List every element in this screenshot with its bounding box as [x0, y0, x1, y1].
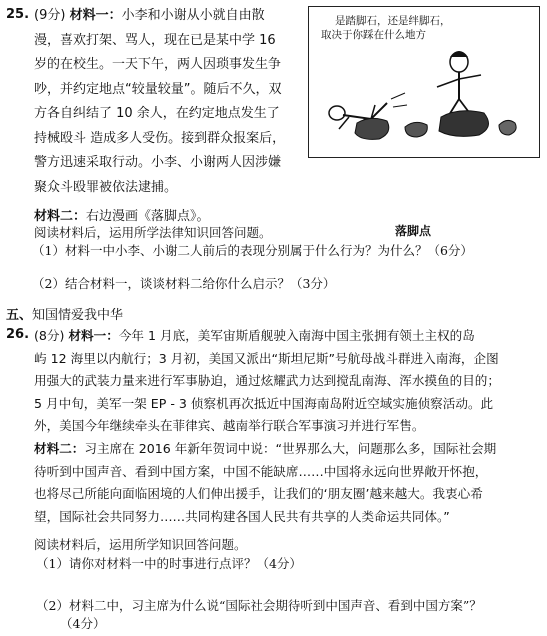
text-segment: 小李和小谢从小就自由散: [121, 8, 265, 23]
q26-question-2-line-1: （2）材料二中，习主席为什么说“国际社会期待听到中国声音、看到中国方案”？: [36, 598, 482, 613]
q26-question-2-line-2: （4分）: [60, 616, 106, 631]
cartoon-panel: [308, 6, 540, 158]
cartoon-caption-line-2: 取决于你踩在什么地方: [321, 29, 426, 41]
material2-label: 材料二：: [34, 209, 87, 224]
cartoon-illustration: [309, 7, 539, 157]
q26-material-line: [34, 440, 496, 458]
text-segment: 待听到中国声音、看到中国方案，中国不能缺席……中国将永远向世界敞开怀抱，: [34, 463, 488, 479]
q25-material1-line: [34, 105, 280, 123]
fallen-figure-body: [343, 103, 387, 119]
q26-materials: [34, 327, 544, 527]
q26-instruction: 阅读材料后，运用所学知识回答问题。: [34, 537, 247, 552]
q25-material1-line: [34, 130, 285, 148]
q26-material-line: [34, 417, 424, 435]
cartoon-title: 落脚点: [395, 224, 432, 238]
text-segment: 聚众斗殴罪被依法逮捕。: [34, 179, 178, 195]
q25-question-1: （1）材料一中小李、小谢二人前后的表现分别属于什么行为？为什么？（6分）: [32, 243, 473, 258]
q25-number: 25.: [6, 7, 30, 22]
q26-material-line: [34, 508, 450, 526]
q26-material-line: [34, 327, 475, 345]
q26-number: 26.: [6, 327, 30, 342]
standing-figure-hair: [450, 51, 468, 57]
q26-material-line: [34, 395, 493, 413]
text-segment: 岁的在校生。一天下午，两人因琐事发生争: [34, 57, 282, 72]
rock-middle: [405, 122, 427, 137]
q25-material1-line: [34, 32, 276, 50]
q25-material1-line: [34, 154, 281, 172]
text-segment: 屿 12 海里以内航行；3 月初，美国又派出“斯坦尼斯”号航母战斗群进入南海，企图: [34, 350, 499, 366]
rock-left: [355, 118, 389, 139]
material-label: 材料二：: [34, 441, 85, 456]
section-5-heading: [6, 304, 123, 323]
text-segment: (9分): [34, 8, 70, 23]
text-segment: 持械殴斗 造成多人受伤。接到群众报案后，: [34, 130, 286, 146]
q26-material-line: [34, 485, 483, 503]
fallen-figure-head: [329, 106, 345, 120]
text-segment: 方各自纠结了 10 余人，在约定地点发生了: [34, 106, 280, 121]
rock-far-right: [499, 120, 516, 135]
q26-question-1: （1）请你对材料一中的时事进行点评？（4分）: [36, 556, 302, 571]
cartoon-caption-line-1: 是踏脚石，还是绊脚石，: [335, 15, 451, 27]
material-label: 材料一：: [68, 328, 119, 343]
q26-material-line: [34, 350, 499, 368]
q26-material-line: [34, 372, 500, 390]
text-segment: 用强大的武装力量来进行军事胁迫，通过炫耀武力达到搅乱南海、浑水摸鱼的目的；: [34, 373, 500, 389]
text-segment: 今年 1 月底，美军宙斯盾舰驶入南海中国主张拥有领土主权的岛: [118, 328, 475, 343]
text-segment: 望，国际社会共同努力……共同构建各国人民共有共享的人类命运共同体。”: [34, 508, 450, 524]
q25-material1-line: [34, 179, 177, 197]
text-segment: 警方迅速采取行动。小李、小谢两人因涉嫌: [34, 155, 282, 170]
q25-instruction: 阅读材料后，运用所学法律知识回答问题。: [34, 225, 272, 240]
motion-lines: [391, 93, 407, 107]
text-segment: 吵，并约定地点“较量较量”。随后不久，双: [34, 81, 282, 97]
q25-question-2: （2）结合材料一，谈谈材料二给你什么启示？（3分）: [32, 276, 336, 291]
q25-material2: [34, 205, 210, 224]
text-segment: 外，美国今年继续牵头在菲律宾、越南举行联合军事演习并进行军售。: [34, 418, 425, 434]
q25-material1-line: [34, 56, 281, 74]
q25-material1: [34, 7, 304, 195]
section-5-title: 知国情爱我中华: [32, 308, 124, 323]
text-segment: 也将尽己所能向面临困境的人们伸出援手，让我们的‘朋友圈’越来越大。我衷心希: [34, 486, 483, 502]
text-segment: 习主席在 2016 年新年贺词中说：“世界那么大，问题那么多，国际社会期: [84, 441, 497, 456]
material2-text: 右边漫画《落脚点》。: [86, 209, 210, 224]
q26-material-line: [34, 463, 487, 481]
material-label: 材料一：: [69, 8, 122, 23]
q25-material1-line: [34, 81, 281, 99]
section-5-number: 五、: [6, 308, 33, 323]
text-segment: 漫，喜欢打架、骂人，现在已是某中学 16: [34, 32, 276, 48]
text-segment: 5 月中旬，美军一架 EP - 3 侦察机再次抵近中国海南岛附近空域实施侦察活动。此: [34, 395, 494, 411]
rock-right: [439, 111, 488, 137]
q25-material1-line: [34, 7, 265, 25]
text-segment: (8分): [34, 328, 69, 343]
